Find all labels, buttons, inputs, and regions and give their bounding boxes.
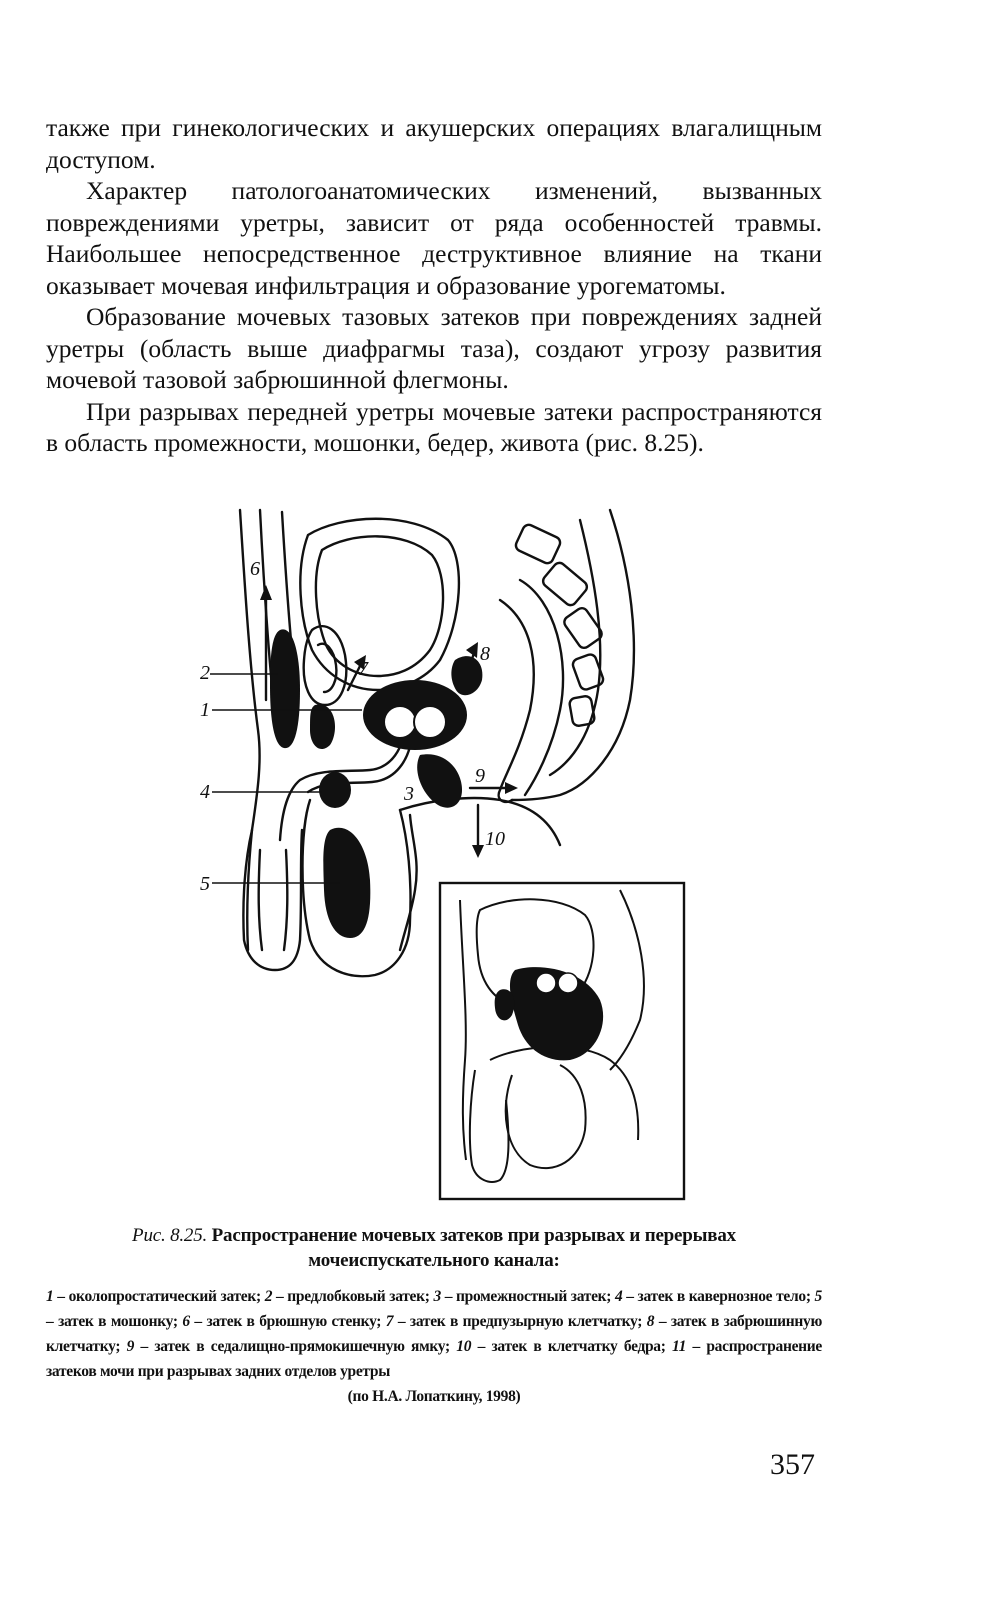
legend-item: 8 – затек в забрюшинную клетчатку; — [46, 1313, 823, 1355]
legend-item: 9 – затек в седалищно-прямокишечную ямку; — [126, 1338, 450, 1355]
page-number: 357 — [770, 1448, 815, 1481]
pelvis-illustration — [200, 500, 700, 1205]
label-6: 6 — [250, 558, 260, 580]
figure-caption — [46, 1223, 822, 1273]
body-text — [46, 112, 822, 459]
inset-diagram — [440, 883, 684, 1199]
label-4: 4 — [200, 781, 210, 803]
caption-title: Распространение мочевых затеков при разрывах и перерывах мочеиспускательного канала: — [211, 1225, 736, 1271]
legend-item: 6 – затек в брюшную стенку; — [182, 1313, 382, 1330]
label-10: 10 — [485, 828, 505, 850]
legend-item: 1 – околопростатический затек; — [46, 1288, 261, 1305]
legend-item: 10 – затек в клетчатку бедра; — [456, 1338, 666, 1355]
legend-item: 5 – затек в мошонку; — [46, 1288, 822, 1330]
paragraph: также при гинекологических и акушерских операциях влагалищным доступом. — [46, 113, 822, 174]
label-9: 9 — [475, 765, 485, 787]
legend-source: (по Н.А. Лопаткину, 1998) — [347, 1388, 521, 1405]
legend-item: 2 – предлобковый затек; — [264, 1288, 430, 1305]
label-2: 2 — [200, 662, 210, 684]
legend-item: 11 – распространение затеков мочи при разрывах задних отделов уретры — [46, 1338, 822, 1380]
label-5: 5 — [200, 873, 210, 895]
label-1: 1 — [200, 699, 210, 721]
legend-item: 3 – промежностный затек; — [433, 1288, 612, 1305]
figure-number: Рис. 8.25. — [132, 1225, 208, 1246]
legend-item: 4 – затек в кавернозное тело; — [614, 1288, 811, 1305]
legend-item: 7 – затек в предпузырную клетчатку; — [385, 1313, 643, 1330]
label-7: 7 — [358, 658, 368, 680]
anatomical-figure — [200, 500, 700, 1205]
label-8: 8 — [480, 643, 490, 665]
paragraph: Образование мочевых тазовых затеков при повреждениях задней уретры (область выше диафрагмы таза), создают угрозу развития мочевой тазовой забрюшинной флегмоны. — [46, 302, 822, 394]
paragraph: При разрывах передней уретры мочевые затеки распространяются в область промежности, мошонки, бедер, живота (рис. 8.25). — [46, 396, 822, 457]
figure-legend — [46, 1284, 822, 1409]
label-3: 3 — [404, 783, 414, 805]
paragraph: Характер патологоанатомических изменений, вызванных повреждениями уретры, зависит от ряда особенностей травмы. Наибольшее непосредственное деструктивное влияние на ткани оказывает мочевая инфильтрация и образование урогематомы. — [46, 176, 822, 300]
